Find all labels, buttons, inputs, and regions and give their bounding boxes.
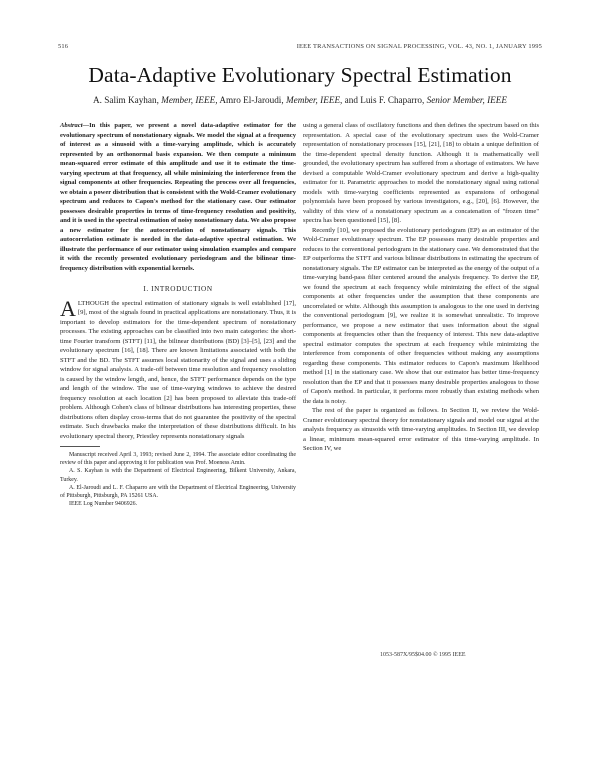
footnote-divider bbox=[60, 446, 100, 447]
author-role: Member, IEEE, bbox=[161, 95, 218, 105]
footnote bbox=[60, 451, 296, 508]
author-role: Senior Member, IEEE bbox=[426, 95, 507, 105]
paper-title: Data-Adaptive Evolutionary Spectral Estimation bbox=[88, 63, 512, 87]
footnote-affiliation: A. El-Jaroudi and L. F. Chaparro are with the Department of Electrical Engineering, University of Pittsburgh, Pittsburgh, PA 15261 USA. bbox=[60, 484, 296, 500]
author-name: A. Salim Kayhan, bbox=[93, 95, 159, 105]
footnote-received: Manuscript received April 3, 1993; revised June 2, 1994. The associate editor coordinating the review of this paper and approving it for publication was Prof. Moeness Amin. bbox=[60, 452, 296, 467]
abstract-text: In this paper, we present a novel data-adaptive estimator for the evolutionary spectrum of nonstationary signals. We model the signal at a frequency of interest as a sinusoid with a time-varying amplitude, which is accurately represented by an orthonormal basis expansion. We then compute a minimum mean-squared error estimate of this amplitude and use it to estimate the time-varying spectrum at that frequency, all while minimizing the interference from the signal components at other frequencies. Repeating the process over all frequencies, we obtain a power distribution that is consistent with the Wold-Cramer evolutionary spectrum and reduces to Capon's method for the stationary case. Our estimator possesses desirable properties in terms of time-frequency resolution and positivity, and it is used in the spectral estimation of noisy nonstationary data. We also propose a new estimator for the autocorrelation of nonstationary signals. This autocorrelation estimate is needed in the data-adaptive spectral estimation. We illustrate the performance of our estimator using simulation examples and compare it with the recently presented evolutionary periodogram and the bilinear time-frequency distribution with exponential kernels. bbox=[60, 122, 296, 272]
author-list bbox=[40, 95, 560, 105]
body-paragraph: using a general class of oscillatory functions and then defines the spectrum based on this representation. A special case of the evolutionary spectrum uses the Wold-Cramer representation of nonstationary processes [15], [21], [18] to obtain a unique definition of the time-dependent spectral density function. Although it is mathematically well grounded, the evolutionary spectrum has suffered from a shortage of estimators. We have devised a computable Wold-Cramer evolutionary spectrum and derive a high-quality estimator for it. Parametric approaches to model the nonstationary signal using rational models with time-varying coefficients represented as expansions of orthogonal polynomials have been proposed by various investigators, e.g., [20], [6]. However, the validity of this view of a nonstationary spectrum as a concatenation of "frozen time" spectra has been questioned [15], [8]. bbox=[303, 122, 539, 224]
drop-cap: A bbox=[60, 295, 76, 321]
page-number: 516 bbox=[58, 43, 69, 50]
section-heading: I. INTRODUCTION bbox=[143, 285, 213, 293]
copyright-code: 1053-587X/95$04.00 © 1995 IEEE bbox=[380, 652, 466, 658]
author-name: Amro El-Jaroudi, bbox=[219, 95, 284, 105]
footnote-affiliation: A. S. Kayhan is with the Department of Electrical Engineering, Bilkent University, Ankara, Turkey. bbox=[60, 468, 296, 483]
body-paragraph: Recently [10], we proposed the evolutionary periodogram (EP) as an estimator of the Wold-Cramer evolutionary spectrum. The EP possesses many desirable properties and reduces to the conventional periodogram in the stationary case. We demonstrated that the EP outperforms the STFT and various bilinear distributions in estimating the spectrum of nonstationary signals. The EP estimator can be interpreted as the energy of the output of a time-varying band-pass filter centered around the analysis frequency. To derive the EP, we found the spectrum at each frequency while minimizing the effect of the signal components at other frequencies under the assumption that these components are uncorrelated or white. Although this assumption is analogous to the one used in deriving the conventional periodogram [9], we realize it is somewhat unrealistic. To improve performance, we propose a new estimator that uses information about the signal components at frequencies other than the frequency of interest. This new data-adaptive spectral estimator computes the spectrum at each frequency while minimizing the interference from components of other frequencies without making any assumptions regarding these components. This estimator reduces to Capon's maximum likelihood method [1] in the stationary case. We show that our estimator has better time-frequency resolution than the EP and that it possesses many desirable properties analogous to those of Capon's method. In particular, it performs more robustly than existing methods when the data is noisy. bbox=[303, 226, 539, 405]
left-column bbox=[60, 121, 296, 508]
author-role: Member, IEEE, bbox=[285, 95, 343, 105]
intro-text: LTHOUGH the spectral estimation of stationary signals is well established [17], [9], most of the signals found in practical applications are nonstationary. Thus, it is important to develop estimators for the time-dependent spectrum of nonstationary processes. The existing approaches can be classified into two main categories: the short-time Fourier transform (STFT) [11], the bilinear distributions (BD) [3]–[5], [23] and the evolutionary spectrum [16], [18]. There are known limitations associated with both the STFT and the BD. The STFT assumes local stationarity of the signal and uses a sliding window for signal analysis. A trade-off between time resolution and frequency resolution is caused by the window length, and, hence, the STFT performance depends on the type and length of the window. The use of time-varying windows to achieve the desired frequency resolution at each location [2] has been proposed to alleviate this trade-off problem. Although Cohen's class of bilinear distributions has interesting properties, these distributions often display cross-terms that do not guarantee the positivity of the spectral estimate. Such drawbacks make the interpretation of these distributions difficult. In his evolutionary spectral theory, Priestley represents nonstationary signals bbox=[60, 299, 296, 440]
journal-header: IEEE TRANSACTIONS ON SIGNAL PROCESSING, VOL. 43, NO. 1, JANUARY 1995 bbox=[296, 43, 542, 50]
right-column bbox=[303, 121, 539, 454]
abstract bbox=[60, 121, 296, 273]
intro-paragraph bbox=[60, 295, 296, 442]
author-name: and Luis F. Chaparro, bbox=[344, 95, 425, 105]
ieee-log-number: IEEE Log Number 9406926. bbox=[69, 501, 138, 508]
abstract-lead: Abstract— bbox=[60, 122, 90, 129]
body-paragraph: The rest of the paper is organized as follows. In Section II, we review the Wold-Cramer evolutionary spectral theory for nonstationary signals and model our signal at the analysis frequency as sinusoids with time-varying amplitudes. In Section III, we develop a linear, minimum mean-squared error estimator of this time-varying amplitude. In Section IV, we bbox=[303, 407, 539, 452]
